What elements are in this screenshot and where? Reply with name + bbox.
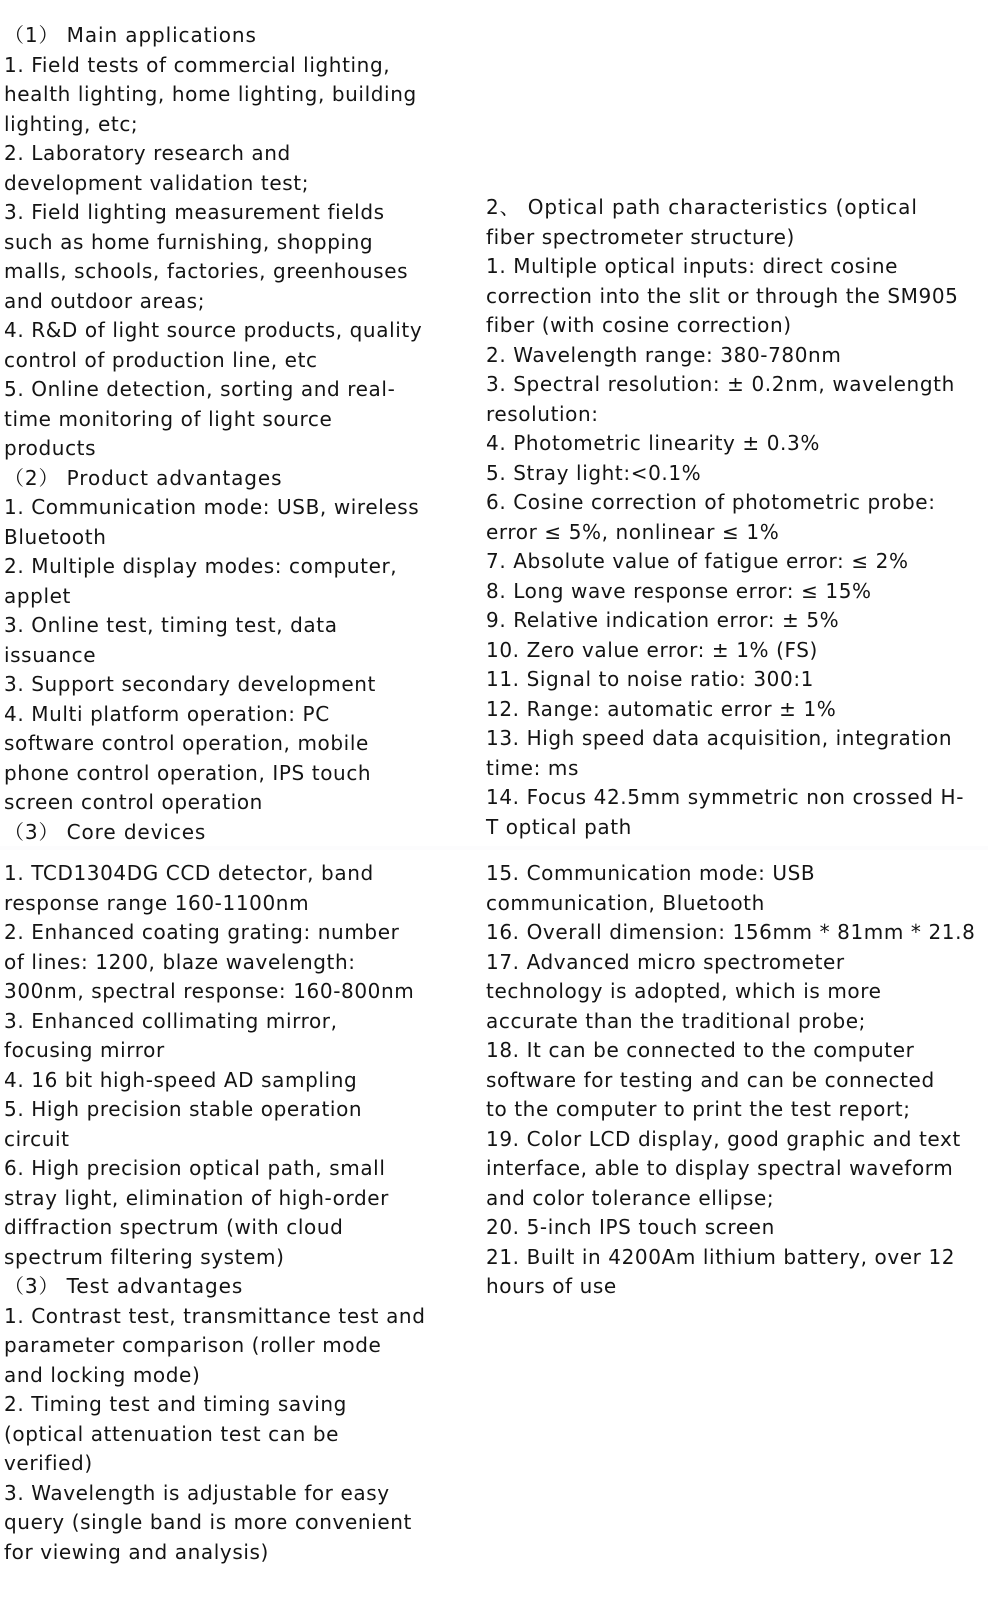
text-line: and color tolerance ellipse;: [486, 1185, 775, 1210]
text-line: Bluetooth: [4, 524, 107, 549]
text-line: time: ms: [486, 755, 579, 780]
text-line: correction into the slit or through the SM905: [486, 283, 959, 308]
text-line: 5. Stray light:<0.1%: [486, 460, 702, 485]
text-line: 4. Photometric linearity ± 0.3%: [486, 431, 820, 455]
text-line: diffraction spectrum (with cloud: [4, 1215, 344, 1239]
text-line: fiber (with cosine correction): [486, 313, 792, 337]
section-heading: 2、 Optical path characteristics (optical: [486, 195, 918, 219]
text-line: software for testing and can be connected: [486, 1067, 935, 1092]
text-line: 6. High precision optical path, small: [4, 1156, 386, 1180]
text-line: 19. Color LCD display, good graphic and text: [486, 1126, 961, 1151]
text-line: and locking mode): [4, 1362, 201, 1387]
text-line: 4. R&D of light source products, quality: [4, 318, 423, 342]
text-line: interface, able to display spectral waveform: [486, 1156, 954, 1180]
text-line: spectrum filtering system): [4, 1244, 285, 1269]
text-line: 11. Signal to noise ratio: 300:1: [486, 667, 814, 691]
text-line: lighting, etc;: [4, 111, 139, 136]
text-line: 4. 16 bit high-speed AD sampling: [4, 1067, 358, 1092]
text-line: response range 160-1100nm: [4, 890, 310, 915]
top-left-column: [4, 21, 474, 847]
section-heading: （1） Main applications: [4, 23, 257, 47]
text-line: time monitoring of light source: [4, 406, 333, 431]
text-line: 300nm, spectral response: 160-800nm: [4, 979, 415, 1003]
text-line: 3. Support secondary development: [4, 672, 376, 696]
section-heading: （3） Test advantages: [4, 1274, 244, 1298]
text-line: 18. It can be connected to the computer: [486, 1038, 915, 1062]
text-line: and outdoor areas;: [4, 288, 206, 313]
bottom-left-column: [4, 859, 474, 1567]
text-line: 9. Relative indication error: ± 5%: [486, 608, 840, 632]
text-line: T optical path: [486, 814, 632, 839]
text-line: (optical attenuation test can be: [4, 1421, 340, 1446]
text-line: applet: [4, 583, 71, 608]
text-line: of lines: 1200, blaze wavelength:: [4, 949, 356, 974]
text-line: 5. High precision stable operation: [4, 1097, 363, 1121]
text-line: 8. Long wave response error: ≤ 15%: [486, 578, 872, 603]
text-line: 5. Online detection, sorting and real-: [4, 377, 396, 401]
text-line: technology is adopted, which is more: [486, 979, 882, 1003]
text-line: parameter comparison (roller mode: [4, 1333, 382, 1357]
text-line: 2. Laboratory research and: [4, 141, 291, 165]
bottom-spec-panel: [0, 850, 988, 1618]
text-line: hours of use: [486, 1274, 617, 1298]
text-line: 2. Wavelength range: 380-780nm: [486, 342, 842, 367]
text-line: 2. Enhanced coating grating: number: [4, 920, 400, 944]
text-line: 3. Spectral resolution: ± 0.2nm, wavelength: [486, 372, 955, 396]
text-line: phone control operation, IPS touch: [4, 760, 372, 785]
text-line: 7. Absolute value of fatigue error: ≤ 2%: [486, 549, 909, 573]
section-heading: （2） Product advantages: [4, 465, 283, 490]
text-line: products: [4, 436, 97, 460]
text-line: development validation test;: [4, 170, 310, 195]
text-line: circuit: [4, 1126, 70, 1151]
text-line: 10. Zero value error: ± 1% (FS): [486, 637, 818, 662]
text-line: software control operation, mobile: [4, 731, 369, 755]
text-line: 14. Focus 42.5mm symmetric non crossed H-: [486, 785, 965, 809]
text-line: 1. Field tests of commercial lighting,: [4, 52, 391, 77]
text-line: 1. TCD1304DG CCD detector, band: [4, 861, 374, 885]
text-line: error ≤ 5%, nonlinear ≤ 1%: [486, 519, 780, 544]
text-line: 13. High speed data acquisition, integration: [486, 726, 953, 750]
text-line: control of production line, etc: [4, 347, 318, 372]
text-line: communication, Bluetooth: [486, 890, 765, 915]
text-line: 12. Range: automatic error ± 1%: [486, 696, 837, 721]
section-heading: （3） Core devices: [4, 819, 207, 844]
text-line: screen control operation: [4, 790, 263, 814]
text-line: to the computer to print the test report;: [486, 1097, 911, 1121]
text-line: 3. Online test, timing test, data: [4, 613, 338, 637]
text-line: issuance: [4, 642, 97, 667]
text-line: fiber spectrometer structure): [486, 224, 795, 249]
text-line: resolution:: [486, 401, 599, 426]
text-line: focusing mirror: [4, 1038, 165, 1062]
text-line: stray light, elimination of high-order: [4, 1185, 389, 1210]
text-line: malls, schools, factories, greenhouses: [4, 259, 409, 283]
text-line: 15. Communication mode: USB: [486, 861, 816, 885]
top-right-column: [486, 193, 984, 842]
text-line: 2. Timing test and timing saving: [4, 1392, 347, 1416]
text-line: 1. Multiple optical inputs: direct cosine: [486, 254, 899, 278]
text-line: health lighting, home lighting, building: [4, 82, 417, 106]
text-line: 17. Advanced micro spectrometer: [486, 949, 845, 974]
text-line: 2. Multiple display modes: computer,: [4, 554, 398, 578]
text-line: 21. Built in 4200Am lithium battery, over 12: [486, 1244, 956, 1269]
text-line: 16. Overall dimension: 156mm * 81mm * 21.8: [486, 920, 976, 944]
text-line: 4. Multi platform operation: PC: [4, 701, 330, 726]
text-line: query (single band is more convenient: [4, 1510, 412, 1534]
text-line: for viewing and analysis): [4, 1539, 269, 1564]
bottom-right-column: [486, 859, 984, 1302]
text-line: 6. Cosine correction of photometric probe:: [486, 490, 936, 514]
text-line: 1. Contrast test, transmittance test and: [4, 1303, 426, 1328]
text-line: 3. Field lighting measurement fields: [4, 200, 385, 224]
text-line: 3. Enhanced collimating mirror,: [4, 1008, 338, 1033]
text-line: such as home furnishing, shopping: [4, 229, 374, 254]
text-line: 20. 5-inch IPS touch screen: [486, 1215, 775, 1239]
text-line: 1. Communication mode: USB, wireless: [4, 495, 420, 519]
text-line: verified): [4, 1451, 93, 1475]
text-line: 3. Wavelength is adjustable for easy: [4, 1480, 390, 1505]
text-line: accurate than the traditional probe;: [486, 1008, 866, 1033]
